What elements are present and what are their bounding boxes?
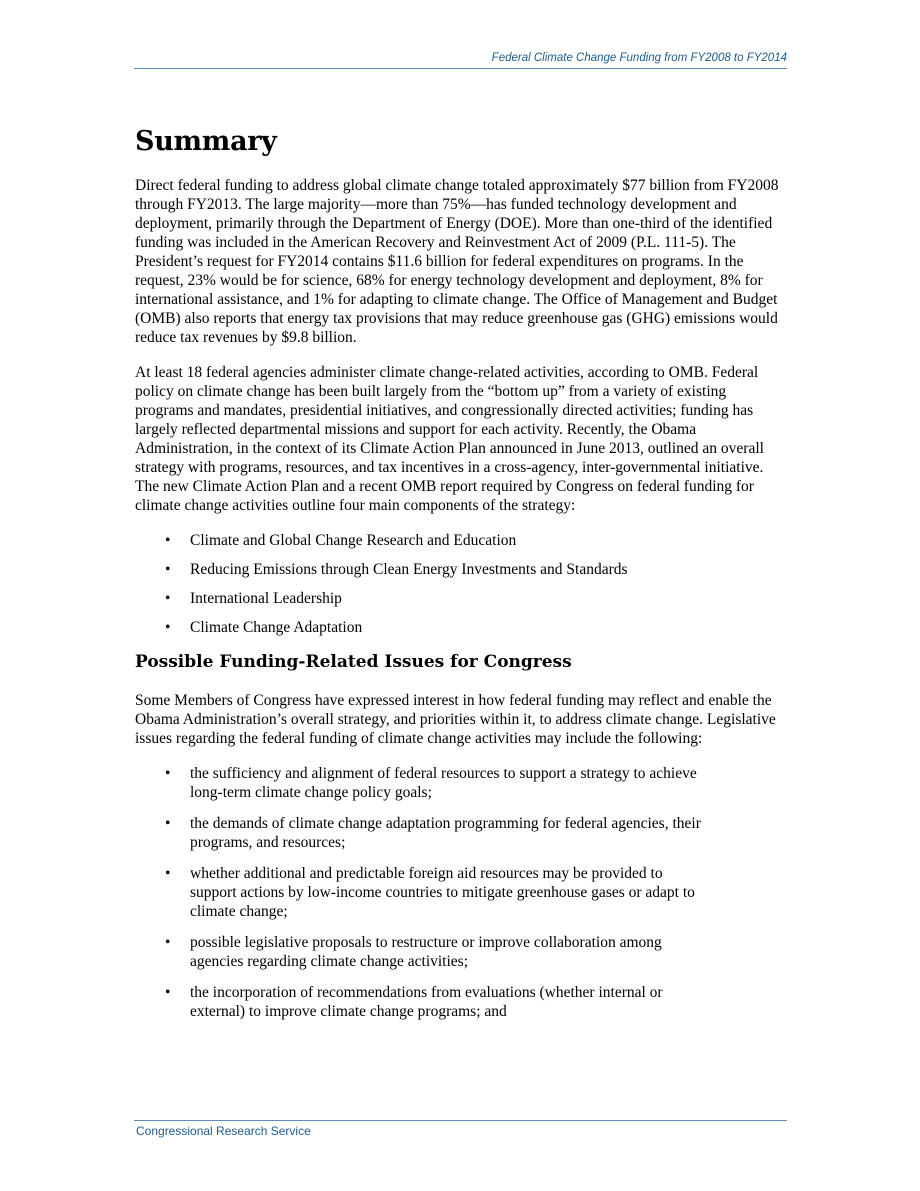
issues-heading: Possible Funding-Related Issues for Congress bbox=[135, 652, 572, 672]
bullet-icon: • bbox=[165, 984, 171, 1001]
summary-paragraph: Direct federal funding to address global climate change totaled approximately $77 billion from FY2008 through FY2013. The large majority—more than 75%—has funded technology development and deployment, primarily through the Department of Energy (DOE). More than one-third of the identified funding was included in the American Recovery and Reinvestment Act of 2009 (P.L. 111-5). The President’s request for FY2014 contains $11.6 billion for federal expenditures on programs. In the request, 23% would be for science, 68% for energy technology development and deployment, 8% for international assistance, and 1% for adapting to climate change. The Office of Management and Budget (OMB) also reports that energy tax provisions that may reduce greenhouse gas (GHG) emissions would reduce tax revenues by $9.8 billion. bbox=[135, 177, 779, 346]
summary-paragraph: At least 18 federal agencies administer climate change-related activities, according to OMB. Federal policy on climate change has been built largely from the “bottom up” from a variety of existing programs and mandates, presidential initiatives, and congressionally directed activities; funding has largely reflected departmental missions and support for each activity. Recently, the Obama Administration, in the context of its Climate Action Plan announced in June 2013, outlined an overall strategy with programs, resources, and tax incentives in a cross-agency, inter-governmental initiative. The new Climate Action Plan and a recent OMB report required by Congress on federal funding for climate change activities outline four main components of the strategy: bbox=[135, 364, 764, 514]
running-footer: Congressional Research Service bbox=[136, 1124, 311, 1138]
running-header: Federal Climate Change Funding from FY2008 to FY2014 bbox=[491, 52, 787, 64]
bullet-icon: • bbox=[165, 765, 171, 782]
bullet-icon: • bbox=[165, 934, 171, 951]
header-rule bbox=[134, 68, 787, 69]
list-item: • possible legislative proposals to restructure or improve collaboration among agencies regarding climate change activities; bbox=[165, 934, 662, 970]
list-item: • the demands of climate change adaptation programming for federal agencies, their programs, and resources; bbox=[165, 815, 701, 851]
list-item: • Reducing Emissions through Clean Energy Investments and Standards bbox=[165, 561, 628, 578]
list-item: • the sufficiency and alignment of federal resources to support a strategy to achieve long-term climate change policy goals; bbox=[165, 765, 697, 801]
footer-rule bbox=[134, 1120, 787, 1121]
bullet-icon: • bbox=[165, 532, 171, 549]
issues-list bbox=[135, 764, 785, 1021]
summary-heading: Summary bbox=[135, 126, 277, 157]
list-item: • Climate Change Adaptation bbox=[165, 619, 363, 636]
page-content bbox=[135, 122, 785, 1035]
list-item: • the incorporation of recommendations from evaluations (whether internal or external) to improve climate change programs; and bbox=[165, 984, 663, 1020]
list-item: • whether additional and predictable foreign aid resources may be provided to support actions by low-income countries to mitigate greenhouse gases or adapt to climate change; bbox=[165, 865, 695, 920]
bullet-icon: • bbox=[165, 561, 171, 578]
strategy-components-list bbox=[135, 531, 785, 637]
bullet-icon: • bbox=[165, 815, 171, 832]
bullet-icon: • bbox=[165, 590, 171, 607]
bullet-icon: • bbox=[165, 619, 171, 636]
list-item: • Climate and Global Change Research and Education bbox=[165, 532, 517, 549]
bullet-icon: • bbox=[165, 865, 171, 882]
issues-intro: Some Members of Congress have expressed interest in how federal funding may reflect and enable the Obama Administration’s overall strategy, and priorities within it, to address climate change. Legislative issues regarding the federal funding of climate change activities may include the following: bbox=[135, 692, 776, 747]
list-item: • International Leadership bbox=[165, 590, 342, 607]
